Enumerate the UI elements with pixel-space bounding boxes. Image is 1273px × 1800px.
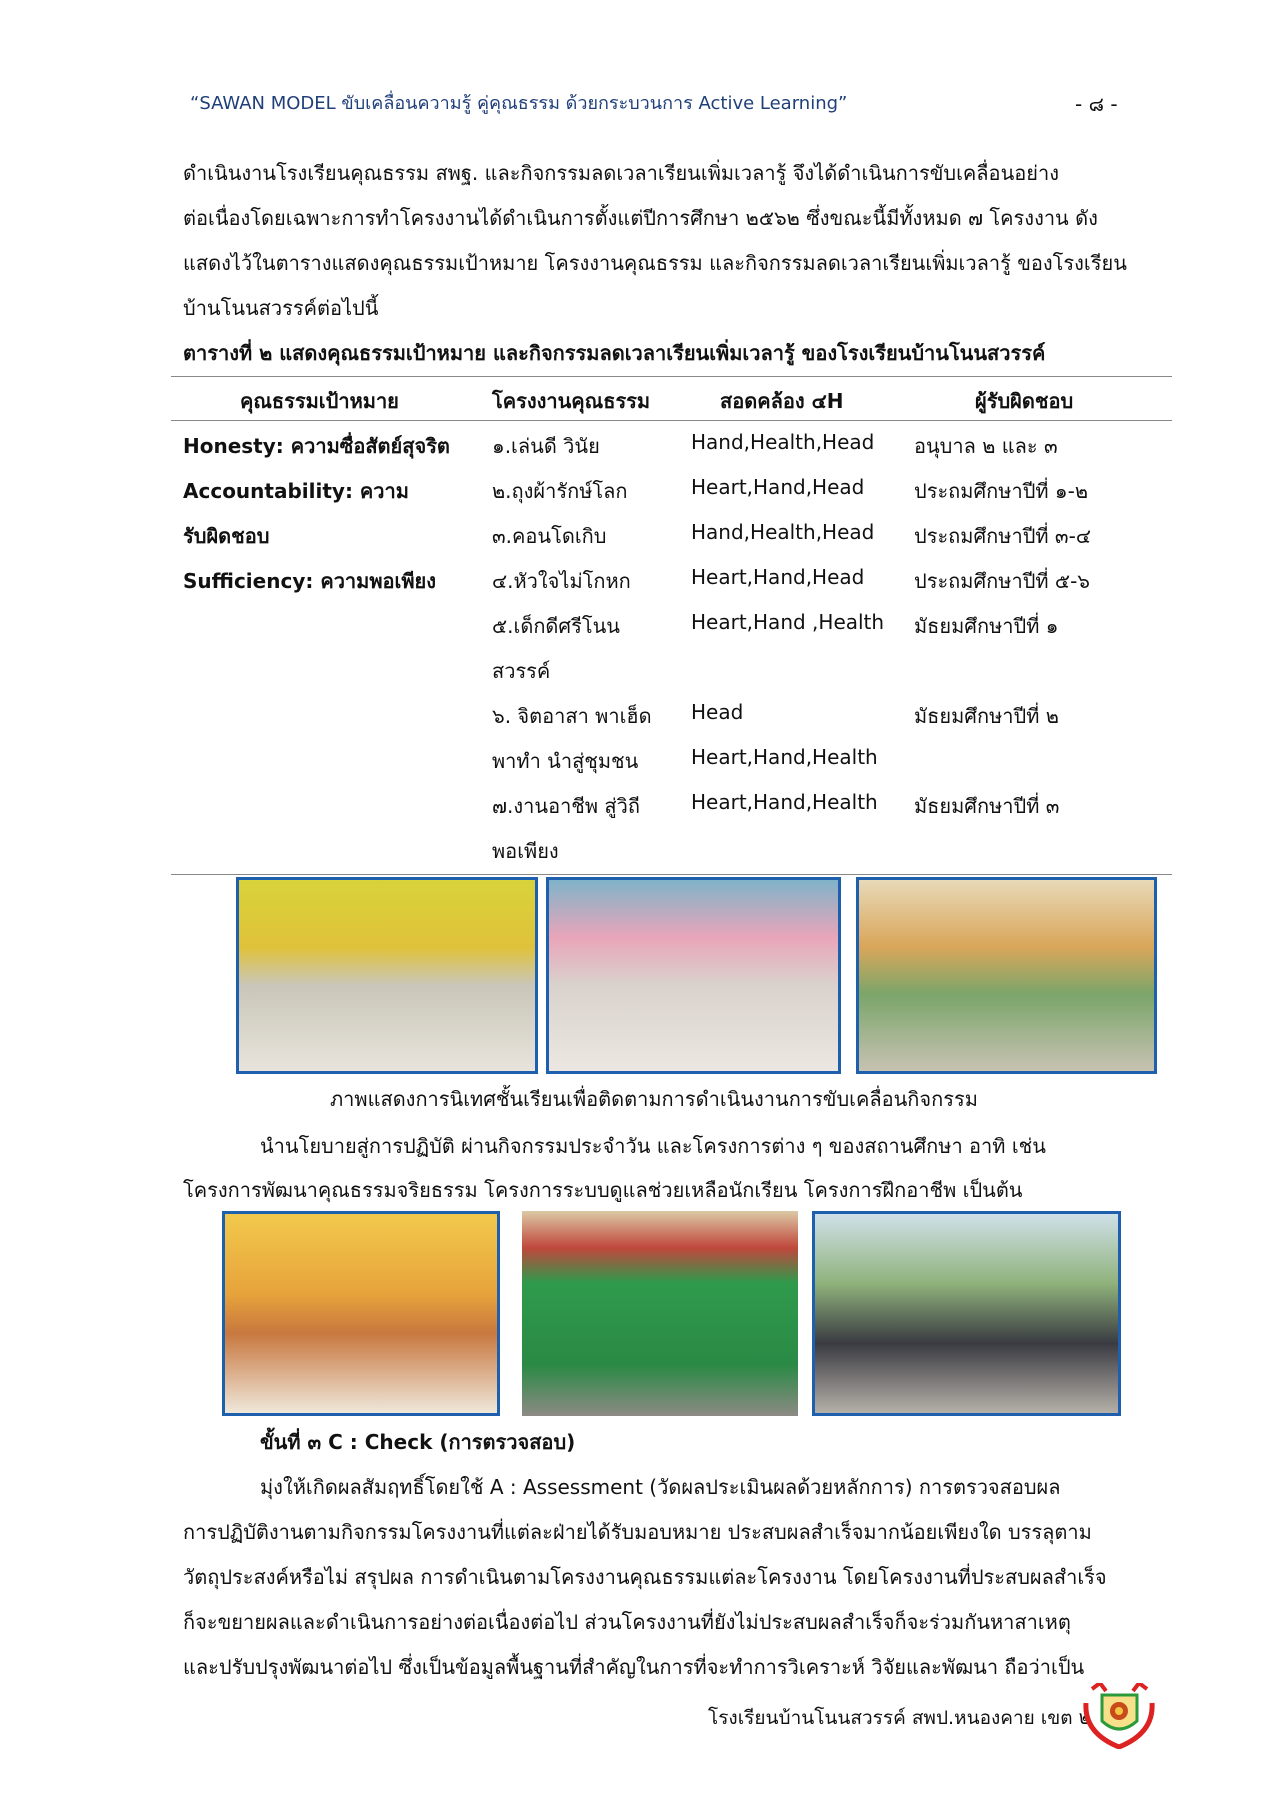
responsible-cell: มัธยมศึกษาปีที่ ๑ — [914, 614, 1059, 638]
table-header-cell: คุณธรรมเป้าหมาย — [240, 389, 399, 413]
table-header-cell: สอดคล้อง ๔H — [720, 389, 844, 413]
virtue-cell: Accountability: ความ — [183, 479, 409, 503]
project-cell: ๑.เล่นดี วินัย — [492, 434, 600, 458]
intro-line: บ้านโนนสวรรค์ต่อไปนี้ — [183, 296, 379, 320]
project-cell: ๔.หัวใจไม่โกหก — [492, 569, 631, 593]
virtue-cell: Honesty: ความซื่อสัตย์สุจริต — [183, 434, 450, 458]
check-line: และปรับปรุงพัฒนาต่อไป ซึ่งเป็นข้อมูลพื้นฐานที่สำคัญในการที่จะทำการวิเคราะห์ วิจัยและพัฒนา ถือว่าเป็น — [183, 1655, 1085, 1679]
project-cell: ๒.ถุงผ้ารักษ์โลก — [492, 479, 628, 503]
check-line: วัตถุประสงค์หรือไม่ สรุปผล การดำเนินตามโครงงานคุณธรรมแต่ละโครงงาน โดยโครงงานที่ประสบผลสำเร็จ — [183, 1565, 1107, 1589]
four-h-cell: Heart,Hand,Health — [691, 745, 878, 769]
four-h-cell: Heart,Hand,Health — [691, 790, 878, 814]
responsible-cell: อนุบาล ๒ และ ๓ — [914, 434, 1058, 458]
four-h-cell: Heart,Hand,Head — [691, 565, 865, 589]
responsible-cell: ประถมศึกษาปีที่ ๑-๒ — [914, 479, 1089, 503]
classroom-photo-1 — [236, 877, 538, 1074]
check-line: การปฏิบัติงานตามกิจกรรมโครงงานที่แต่ละฝ่ายได้รับมอบหมาย ประสบผลสำเร็จมากน้อยเพียงใด บรรลุตาม — [183, 1520, 1092, 1544]
intro-line: ดำเนินงานโรงเรียนคุณธรรม สพฐ. และกิจกรรมลดเวลาเรียนเพิ่มเวลารู้ จึงได้ดำเนินการขับเคลื่อนอย่าง — [183, 161, 1059, 185]
intro-line: ต่อเนื่องโดยเฉพาะการทำโครงงานได้ดำเนินการตั้งแต่ปีการศึกษา ๒๕๖๒ ซึ่งขณะนี้มีทั้งหมด ๗ โครงงาน ดัง — [183, 206, 1098, 230]
check-line: มุ่งให้เกิดผลสัมฤทธิ์โดยใช้ A : Assessment (วัดผลประเมินผลด้วยหลักการ) การตรวจสอบผล — [260, 1475, 1061, 1499]
step-heading: ขั้นที่ ๓ C : Check (การตรวจสอบ) — [260, 1430, 576, 1454]
responsible-cell: มัธยมศึกษาปีที่ ๓ — [914, 794, 1060, 818]
project-cell: ๕.เด็กดีศรีโนน — [492, 614, 620, 638]
four-h-cell: Heart,Hand,Head — [691, 475, 865, 499]
responsible-cell: ประถมศึกษาปีที่ ๓-๔ — [914, 524, 1091, 548]
table-bottom-rule — [171, 874, 1172, 875]
school-logo-icon — [1082, 1683, 1157, 1749]
project-cell: ๗.งานอาชีพ สู่วิถี — [492, 794, 640, 818]
virtue-cell: Sufficiency: ความพอเพียง — [183, 569, 437, 593]
responsible-cell: ประถมศึกษาปีที่ ๕-๖ — [914, 569, 1090, 593]
activity-photo-students — [522, 1211, 798, 1416]
project-cell: ๓.คอนโดเกิบ — [492, 524, 607, 548]
four-h-cell: Hand,Health,Head — [691, 430, 875, 454]
footer-school: โรงเรียนบ้านโนนสวรรค์ สพป.หนองคาย เขต ๒ — [708, 1707, 1092, 1729]
activity-photo-temple — [222, 1211, 500, 1416]
four-h-cell: Head — [691, 700, 744, 724]
table-top-rule — [171, 376, 1172, 377]
activity-photo-haircut — [812, 1211, 1121, 1416]
check-line: ก็จะขยายผลและดำเนินการอย่างต่อเนื่องต่อไป ส่วนโครงงานที่ยังไม่ประสบผลสำเร็จก็จะร่วมกันหาสาเหตุ — [183, 1610, 1071, 1634]
table-title: ตารางที่ ๒ แสดงคุณธรรมเป้าหมาย และกิจกรรมลดเวลาเรียนเพิ่มเวลารู้ ของโรงเรียนบ้านโนนสวรรค์ — [183, 341, 1046, 365]
table-header-cell: ผู้รับผิดชอบ — [975, 389, 1074, 413]
project-cell: ๖. จิตอาสา พาเฮ็ด — [492, 704, 652, 728]
project-cell: สวรรค์ — [492, 659, 551, 683]
running-header-title: “SAWAN MODEL ขับเคลื่อนความรู้ คู่คุณธรรม ด้วยกระบวนการ Active Learning” — [190, 93, 848, 114]
table-header-cell: โครงงานคุณธรรม — [492, 389, 651, 413]
policy-line: นำนโยบายสู่การปฏิบัติ ผ่านกิจกรรมประจำวัน และโครงการต่าง ๆ ของสถานศึกษา อาทิ เช่น — [260, 1134, 1046, 1158]
responsible-cell: มัธยมศึกษาปีที่ ๒ — [914, 704, 1059, 728]
classroom-photo-2 — [546, 877, 841, 1074]
classroom-photo-3 — [856, 877, 1157, 1074]
four-h-cell: Heart,Hand ,Health — [691, 610, 885, 634]
project-cell: พาทำ นำสู่ชุมชน — [492, 749, 639, 773]
policy-line: โครงการพัฒนาคุณธรรมจริยธรรม โครงการระบบดูแลช่วยเหลือนักเรียน โครงการฝึกอาชีพ เป็นต้น — [183, 1178, 1023, 1202]
photo-caption: ภาพแสดงการนิเทศชั้นเรียนเพื่อติดตามการดำเนินงานการขับเคลื่อนกิจกรรม — [330, 1087, 978, 1111]
page-number: - ๘ - — [1075, 92, 1118, 116]
intro-line: แสดงไว้ในตารางแสดงคุณธรรมเป้าหมาย โครงงานคุณธรรม และกิจกรรมลดเวลาเรียนเพิ่มเวลารู้ ของโรงเรียน — [183, 251, 1127, 275]
four-h-cell: Hand,Health,Head — [691, 520, 875, 544]
project-cell: พอเพียง — [492, 839, 559, 863]
virtue-cell: รับผิดชอบ — [183, 524, 270, 548]
table-header-rule — [171, 420, 1172, 421]
